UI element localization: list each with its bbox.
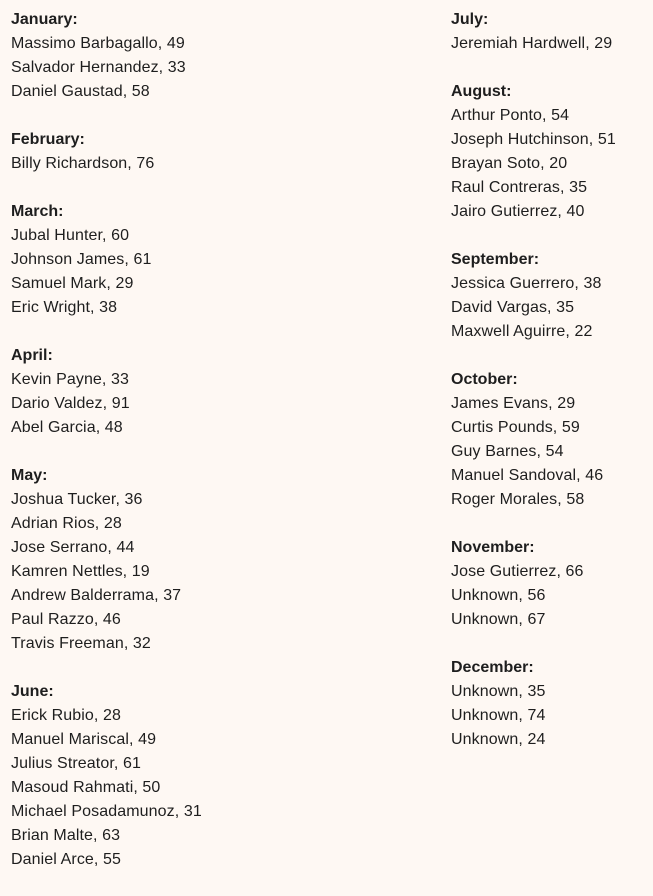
month-section — [11, 128, 431, 176]
person-entry: Samuel Mark, 29 — [11, 275, 134, 292]
month-section — [11, 8, 431, 104]
month-heading: January: — [11, 11, 78, 28]
person-entry: Brian Malte, 63 — [11, 827, 121, 844]
person-entry: Raul Contreras, 35 — [451, 179, 588, 196]
person-entry: Jairo Gutierrez, 40 — [451, 203, 585, 220]
person-entry: Erick Rubio, 28 — [11, 707, 121, 724]
month-heading: December: — [451, 659, 534, 676]
month-section — [451, 80, 651, 224]
person-entry: Kevin Payne, 33 — [11, 371, 130, 388]
person-entry: Unknown, 67 — [451, 611, 546, 628]
person-entry: Jose Serrano, 44 — [11, 539, 135, 556]
left-column — [11, 8, 431, 896]
person-entry: Daniel Gaustad, 58 — [11, 83, 150, 100]
month-section — [11, 464, 431, 656]
person-entry: Masoud Rahmati, 50 — [11, 779, 161, 796]
month-section — [11, 344, 431, 440]
month-section — [451, 536, 651, 632]
month-heading: February: — [11, 131, 85, 148]
person-entry: Brayan Soto, 20 — [451, 155, 568, 172]
person-entry: Roger Morales, 58 — [451, 491, 585, 508]
person-entry: Michael Posadamunoz, 31 — [11, 803, 202, 820]
person-entry: Massimo Barbagallo, 49 — [11, 35, 185, 52]
person-entry: Dario Valdez, 91 — [11, 395, 130, 412]
person-entry: Jeremiah Hardwell, 29 — [451, 35, 613, 52]
month-heading: March: — [11, 203, 64, 220]
person-entry: Unknown, 35 — [451, 683, 546, 700]
person-entry: James Evans, 29 — [451, 395, 576, 412]
person-entry: Billy Richardson, 76 — [11, 155, 155, 172]
month-heading: August: — [451, 83, 512, 100]
person-entry: Abel Garcia, 48 — [11, 419, 123, 436]
person-entry: Jose Gutierrez, 66 — [451, 563, 584, 580]
person-entry: Manuel Mariscal, 49 — [11, 731, 157, 748]
month-section — [451, 656, 651, 752]
person-entry: Salvador Hernandez, 33 — [11, 59, 186, 76]
person-entry: David Vargas, 35 — [451, 299, 575, 316]
person-entry: Unknown, 24 — [451, 731, 546, 748]
person-entry: Travis Freeman, 32 — [11, 635, 151, 652]
person-entry: Andrew Balderrama, 37 — [11, 587, 182, 604]
person-entry: Eric Wright, 38 — [11, 299, 118, 316]
right-column — [451, 8, 651, 776]
month-section — [11, 680, 431, 872]
month-heading: October: — [451, 371, 518, 388]
month-heading: April: — [11, 347, 53, 364]
person-entry: Julius Streator, 61 — [11, 755, 141, 772]
month-heading: November: — [451, 539, 535, 556]
person-entry: Kamren Nettles, 19 — [11, 563, 150, 580]
person-entry: Jessica Guerrero, 38 — [451, 275, 602, 292]
month-heading: September: — [451, 251, 540, 268]
person-entry: Guy Barnes, 54 — [451, 443, 564, 460]
person-entry: Jubal Hunter, 60 — [11, 227, 130, 244]
month-heading: July: — [451, 11, 489, 28]
person-entry: Arthur Ponto, 54 — [451, 107, 570, 124]
person-entry: Paul Razzo, 46 — [11, 611, 121, 628]
month-section — [451, 248, 651, 344]
month-heading: May: — [11, 467, 48, 484]
month-section — [11, 200, 431, 320]
person-entry: Johnson James, 61 — [11, 251, 152, 268]
person-entry: Manuel Sandoval, 46 — [451, 467, 604, 484]
person-entry: Daniel Arce, 55 — [11, 851, 122, 868]
month-section — [451, 8, 651, 56]
person-entry: Maxwell Aguirre, 22 — [451, 323, 593, 340]
person-entry: Joshua Tucker, 36 — [11, 491, 143, 508]
person-entry: Curtis Pounds, 59 — [451, 419, 580, 436]
month-heading: June: — [11, 683, 54, 700]
person-entry: Joseph Hutchinson, 51 — [451, 131, 616, 148]
month-section — [451, 368, 651, 512]
person-entry: Unknown, 74 — [451, 707, 546, 724]
person-entry: Adrian Rios, 28 — [11, 515, 122, 532]
person-entry: Unknown, 56 — [451, 587, 546, 604]
